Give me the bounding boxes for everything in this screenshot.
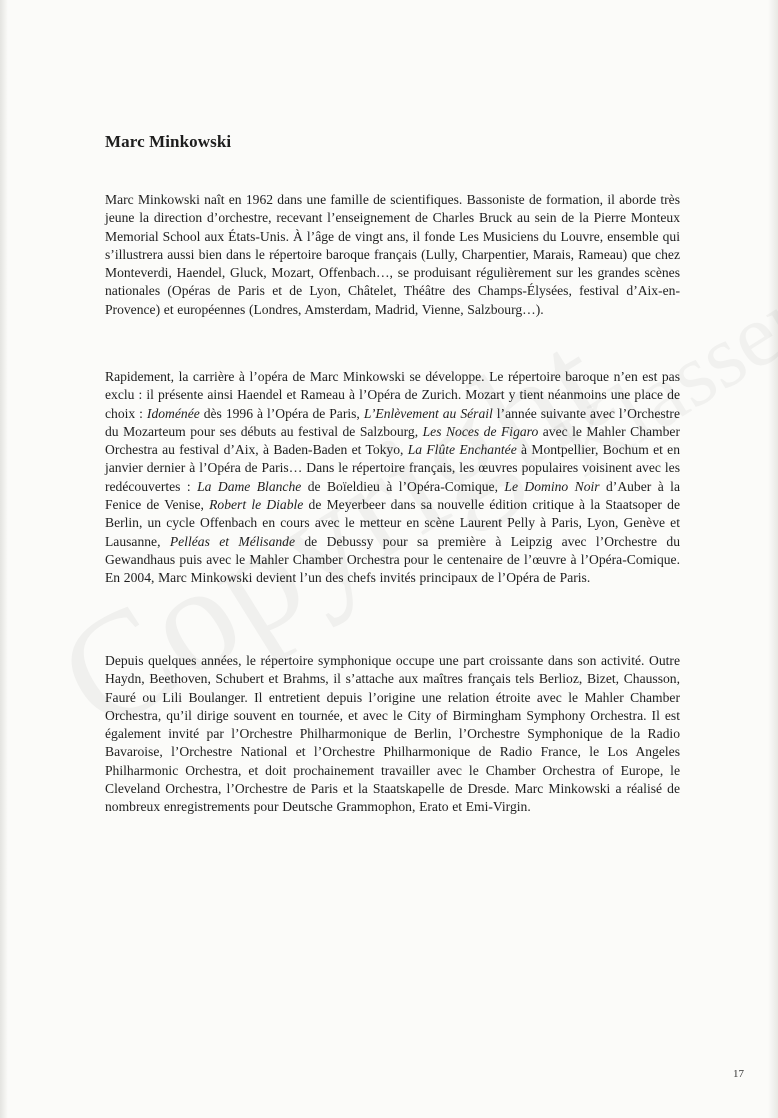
work-title: Le Domino Noir (504, 478, 600, 494)
work-title: La Dame Blanche (197, 478, 302, 494)
text-run: Rapidement, la carrière à l’opéra de Marc Minkowski se développe. Le répertoire baroque n’en est pas exclu : il présente ainsi Haendel et Rameau à l’Opéra de Zurich. Mozart y tient néanmoins une place de choix : (105, 369, 680, 421)
work-title: Pelléas et Mélisande (169, 533, 296, 549)
work-title: Idoménée (146, 405, 200, 421)
page-edge-shadow-left (0, 0, 8, 1118)
biography-paragraph-1 (105, 191, 680, 319)
text-run: d’Auber à la Fenice de Venise, (105, 478, 680, 513)
text-run: de Meyerbeer dans sa nouvelle édition critique à la Staatsoper de Berlin, un cycle Offenbach en cours avec le metteur en scène Laurent Pelly à Paris, Lyon, Genève et Lausanne, (105, 497, 680, 549)
biography-paragraph-2 (105, 368, 680, 588)
work-title: Les Noces de Figaro (422, 423, 539, 439)
text-run: de Debussy pour sa première à Leipzig avec l’Orchestre du Gewandhaus puis avec le Mahler Chamber Orchestra pour le centenaire de l’œuvre à l’Opéra-Comique. En 2004, Marc Minkowski devient l’un des chefs invités principaux de l’Opéra de Paris. (105, 533, 680, 586)
work-title: La Flûte Enchantée (407, 442, 517, 458)
text-run: dès 1996 à l’Opéra de Paris, (199, 405, 364, 421)
text-run: de Boïeldieu à l’Opéra-Comique, (301, 478, 505, 494)
text-run: Depuis quelques années, le répertoire symphonique occupe une part croissante dans son activité. Outre Haydn, Beethoven, Schubert et Brahms, il s’attache aux maîtres français tels Berlioz, Bizet, Chausson, Fauré ou Lili Boulanger. Il entretient depuis l’origine une relation étroite avec le Mahler Chamber Orchestra, qu’il dirige souvent en tournée, et avec le City of Birmingham Symphony Orchestra. Il est également invité par l’Orchestre Philharmonique de Berlin, l’Orchestre Symphonique de la Radio Bavaroise, l’Orchestre National et l’Orchestre Philharmonique de Radio France, le Los Angeles Philharmonic Orchestra, et doit prochainement travailler avec le Chamber Orchestra of Europe, le Cleveland Orchestra, l’Orchestre de Paris et la Staatskapelle de Dresde. Marc Minkowski a réalisé de nombreux enregistrements pour Deutsche Grammophon, Erato et Emi-Virgin. (105, 653, 680, 815)
work-title: Robert le Diable (209, 497, 304, 513)
page-edge-shadow-right (768, 0, 778, 1118)
biography-paragraph-3 (105, 652, 680, 817)
text-run: Marc Minkowski naît en 1962 dans une famille de scientifiques. Bassoniste de formation, il aborde très jeune la direction d’orchestre, recevant l’enseignement de Charles Bruck au sein de la Pierre Monteux Memorial School aux États-Unis. À l’âge de vingt ans, il fonde Les Musiciens du Louvre, ensemble qui s’illustrera aussi bien dans le répertoire baroque français (Lully, Charpentier, Marais, Rameau) que chez Monteverdi, Haendel, Gluck, Mozart, Offenbach…, se produisant régulièrement sur les grandes scènes nationales (Opéras de Paris et de Lyon, Châtelet, Théâtre des Champs-Élysées, festival d’Aix-en-Provence) et européennes (Londres, Amsterdam, Madrid, Vienne, Salzbourg…). (105, 192, 680, 317)
work-title: L’Enlèvement au Sérail (363, 405, 493, 421)
text-run: avec le Mahler Chamber Orchestra au festival d’Aix, à Baden-Baden et Tokyo, (105, 423, 680, 458)
page-title: Marc Minkowski (105, 132, 232, 151)
text-run: à Montpellier, Bochum et en janvier dernier à l’Opéra de Paris… Dans le répertoire français, les œuvres populaires voisinent avec les redécouvertes : (105, 442, 681, 494)
text-run: l’année suivante avec l’Orchestre du Mozarteum pour ses débuts au festival de Salzbourg, (105, 405, 680, 439)
page-number: 17 (733, 1068, 744, 1080)
